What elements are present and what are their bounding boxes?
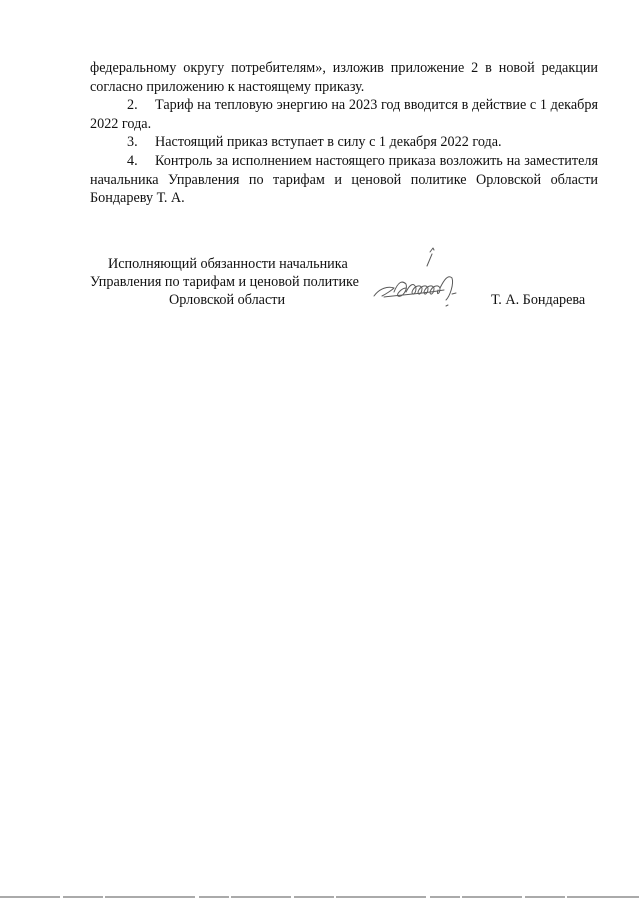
paragraph-item-3 (90, 133, 598, 152)
paragraph-text: федеральному округу потребителям», изложив приложение 2 в новой редакции согласно приложению к настоящему приказу. (90, 60, 598, 95)
paragraph-continuation (90, 59, 598, 96)
paragraph-text: Настоящий приказ вступает в силу с 1 декабря 2022 года. (155, 134, 502, 151)
paragraph-item-2 (90, 96, 598, 133)
signatory-position-line-3: Орловской области (169, 292, 286, 308)
handwritten-signature (372, 244, 476, 320)
paragraph-number: 2. (127, 97, 138, 114)
paragraph-item-4 (90, 152, 598, 208)
signatory-position-line-2: Управления по тарифам и ценовой политике (90, 274, 359, 290)
paragraph-number: 4. (127, 152, 138, 169)
paragraph-number: 3. (127, 134, 138, 151)
paragraph-text: Тариф на тепловую энергию на 2023 год вводится в действие с 1 декабря 2022 года. (90, 97, 598, 132)
paragraph-text: Контроль за исполнением настоящего приказа возложить на заместителя начальника Управления по тарифам и ценовой политике Орловской области Бондареву Т. А. (90, 152, 598, 207)
signatory-name: Т. А. Бондарева (491, 292, 586, 308)
scan-edge-line (0, 896, 639, 898)
document-body (90, 59, 598, 208)
signatory-position-line-1: Исполняющий обязанности начальника (108, 256, 348, 272)
